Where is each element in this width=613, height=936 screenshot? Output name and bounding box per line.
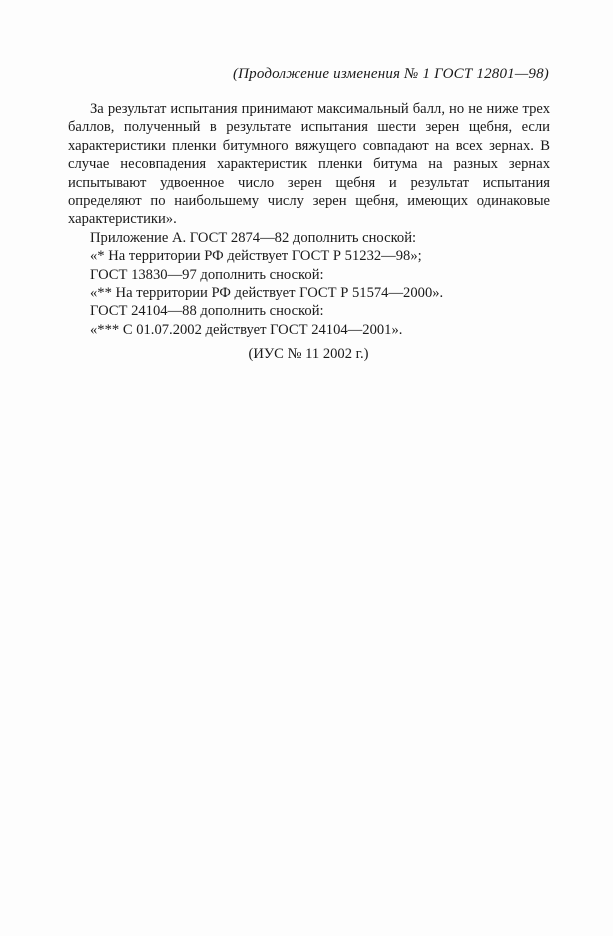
document-body (68, 100, 550, 339)
text-line-footnote-2: «** На территории РФ действует ГОСТ Р 51574—2000». (90, 285, 444, 302)
ius-reference: (ИУС № 11 2002 г.) (248, 346, 369, 362)
text-line-gost-24104: ГОСТ 24104—88 дополнить сноской: (90, 303, 324, 320)
text-line-footnote-3: «*** С 01.07.2002 действует ГОСТ 24104—2001». (90, 321, 403, 338)
text-line-appendix: Приложение А. ГОСТ 2874—82 дополнить сноской: (90, 229, 417, 246)
page-header: (Продолжение изменения № 1 ГОСТ 12801—98) (232, 66, 549, 82)
main-paragraph: За результат испытания принимают максимальный балл, но не ниже трех баллов, полученный в результате испытания шести зерен щебня, если характеристики пленки битумного вяжущего совпадают на всех зернах. В случае несовпадения характеристик пленки битума на разных зернах испытывают удвоенное число зерен щебня и результат испытания определяют по наибольшему числу зерен щебня, имеющих одинаковые характеристики». (68, 101, 550, 228)
text-line-footnote-1: «* На территории РФ действует ГОСТ Р 51232—98»; (90, 248, 422, 265)
text-line-gost-13830: ГОСТ 13830—97 дополнить сноской: (90, 266, 324, 283)
